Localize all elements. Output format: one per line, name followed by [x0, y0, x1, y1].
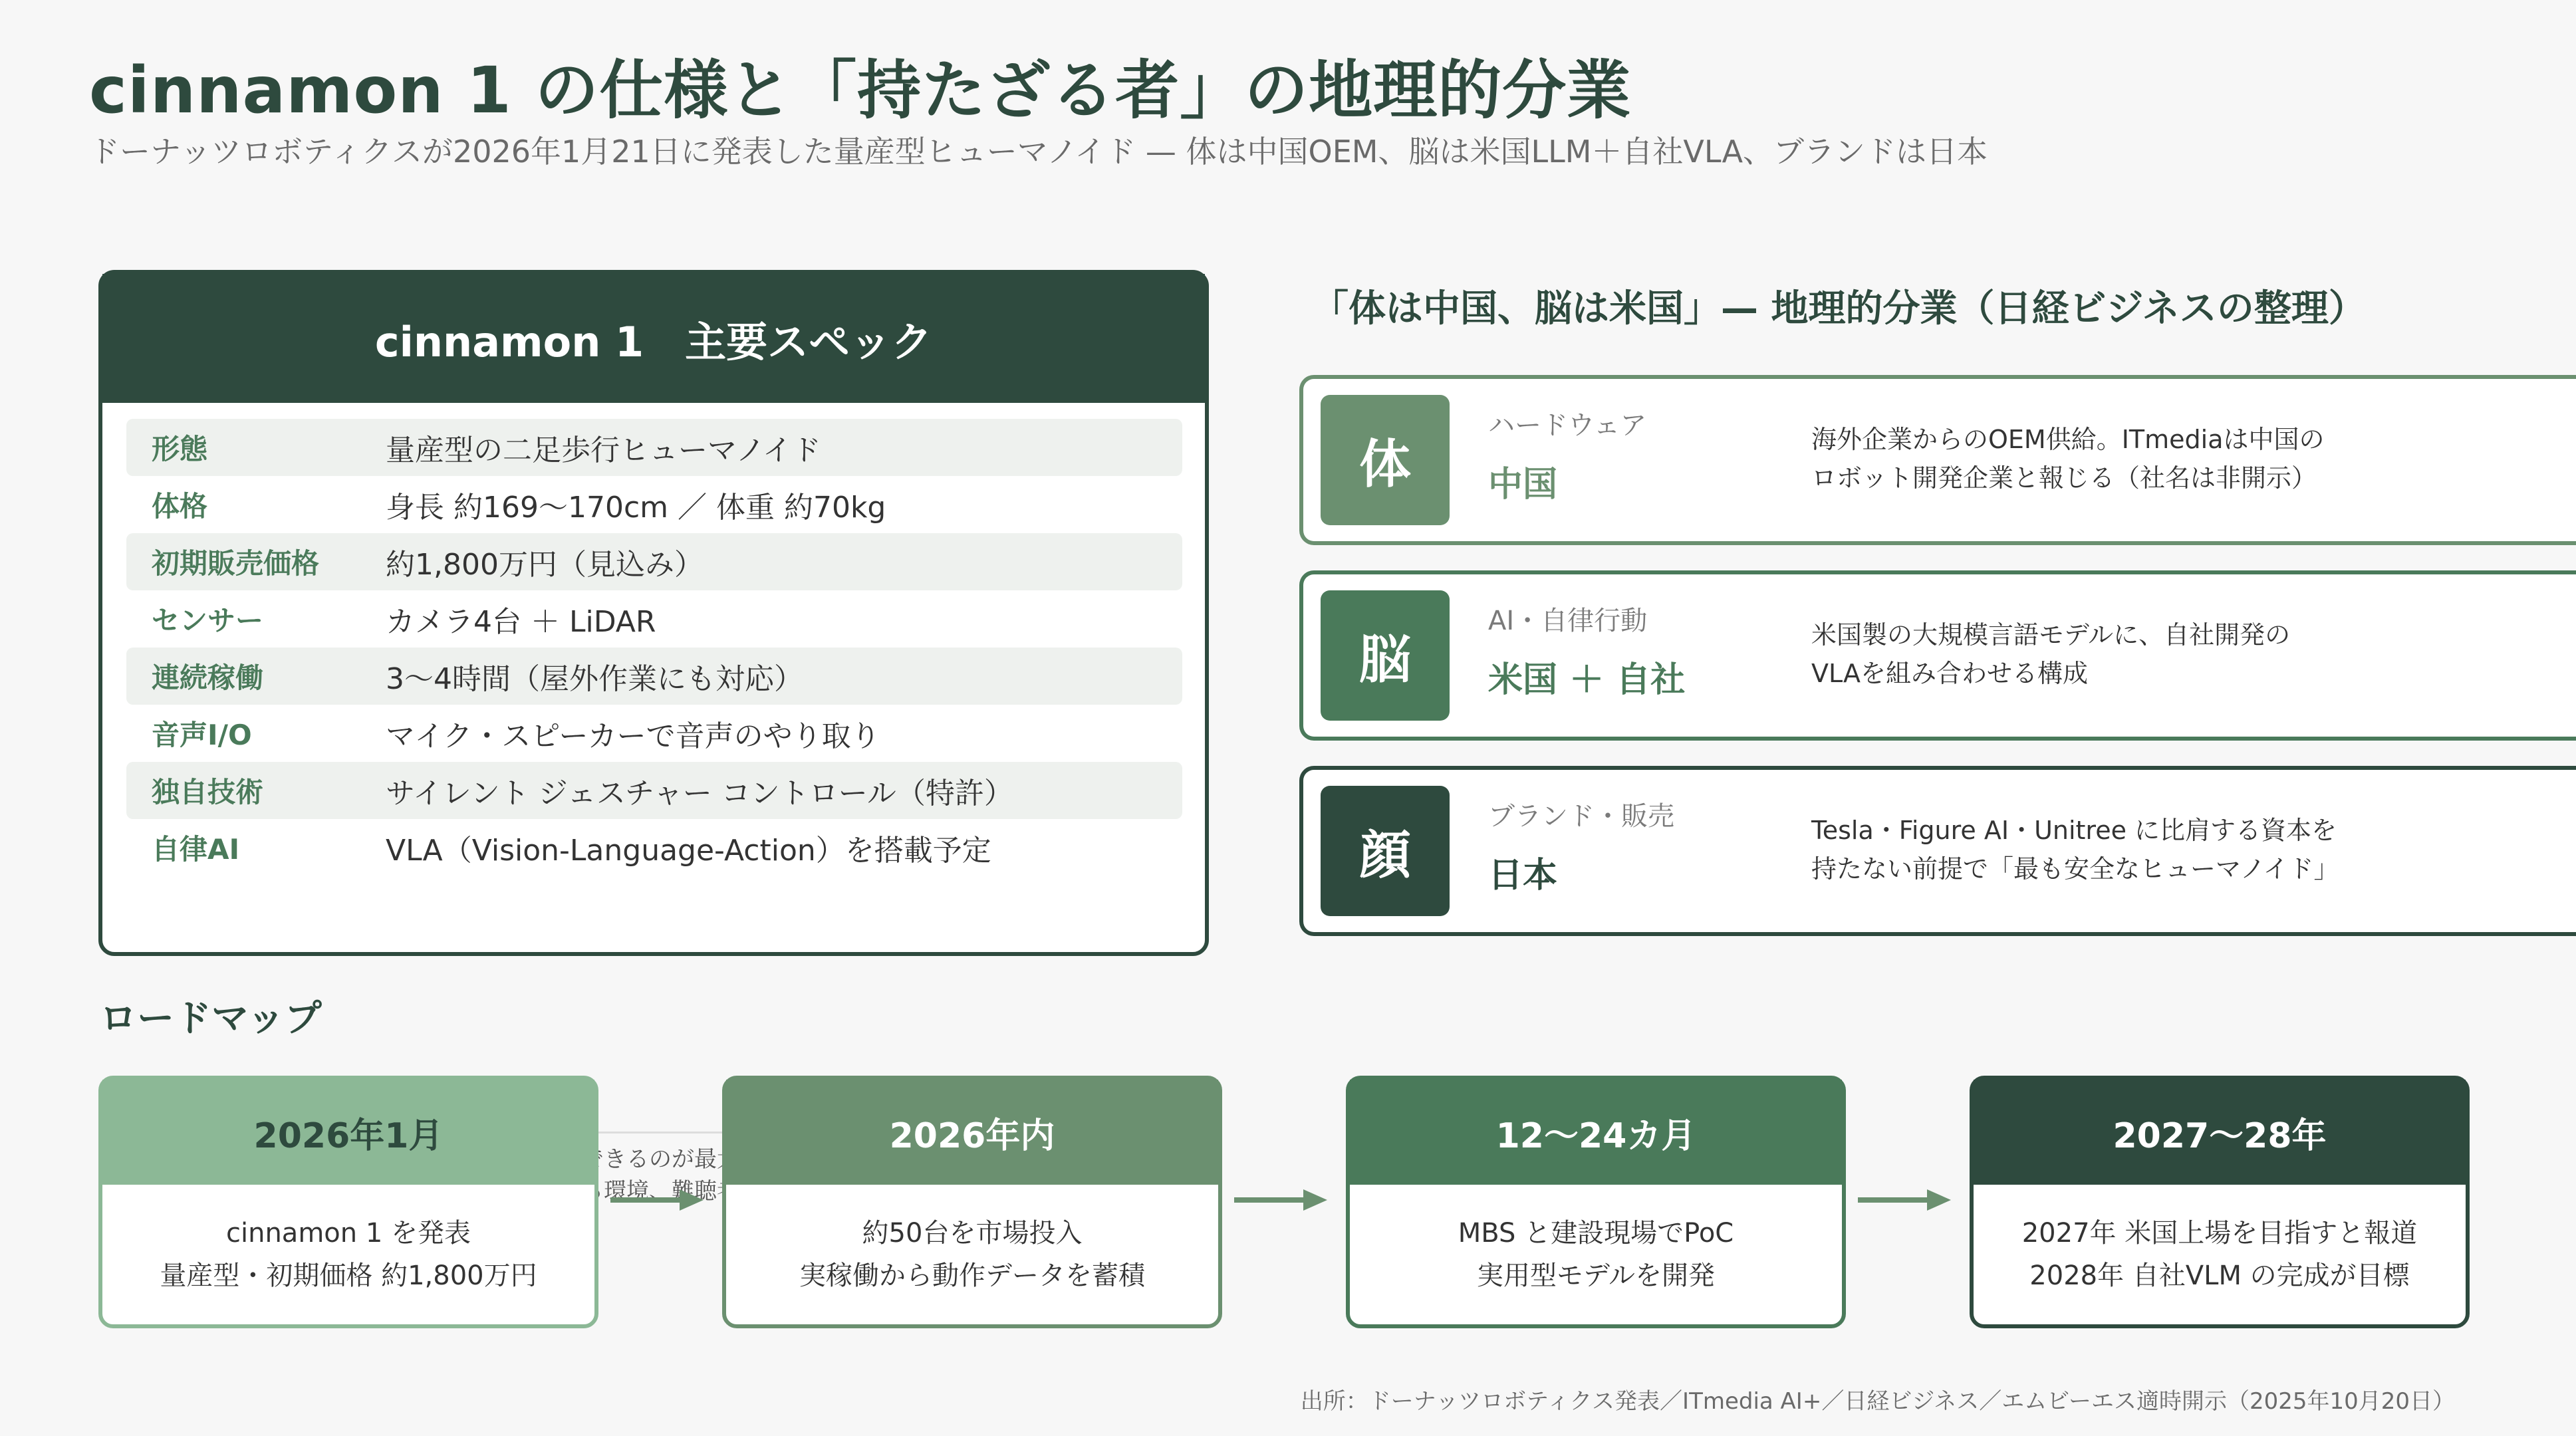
- division-desc-line: 米国製の大規模言語モデルに、自社開発の: [1811, 620, 2291, 650]
- spec-value: 量産型の二足歩行ヒューマノイド: [386, 433, 821, 467]
- roadmap-step: [722, 1076, 1222, 1328]
- spec-key: 初期販売価格: [152, 547, 320, 580]
- source-footer: 出所：ドーナッツロボティクス発表／ITmedia AI+／日経ビジネス／エムビーエス適時開示（2025年10月20日）: [1300, 1388, 2455, 1415]
- division-badge: 脳: [1321, 590, 1450, 721]
- division-category: ブランド・販売: [1488, 801, 1674, 832]
- division-place: 中国: [1488, 465, 1558, 505]
- division-desc-line: VLAを組み合わせる構成: [1811, 659, 2089, 688]
- arrow-right-icon: [610, 1187, 704, 1213]
- spec-row: [126, 648, 1182, 705]
- roadmap-line: 2027年 米国上場を目指すと報道: [2021, 1218, 2418, 1249]
- spec-value: マイク・スピーカーで音声のやり取り: [386, 719, 880, 753]
- roadmap-step: [98, 1076, 598, 1328]
- roadmap-body: [1974, 1185, 2466, 1324]
- division-badge: 体: [1321, 395, 1450, 525]
- spec-key: センサー: [152, 604, 264, 637]
- arrow-right-icon: [1858, 1187, 1951, 1213]
- spec-value: サイレント ジェスチャー コントロール（特許）: [386, 777, 1013, 810]
- spec-row: [126, 762, 1182, 819]
- roadmap-period: 2027〜28年: [1974, 1080, 2466, 1185]
- division-card-face: [1299, 766, 2576, 936]
- division-category: ハードウェア: [1488, 410, 1647, 441]
- roadmap-line: MBS と建設現場でPoC: [1458, 1218, 1734, 1249]
- spec-row: [126, 590, 1182, 648]
- roadmap-title: ロードマップ: [100, 997, 322, 1040]
- roadmap-line: 約50台を市場投入: [862, 1218, 1083, 1249]
- spec-key: 音声I/O: [152, 719, 252, 751]
- roadmap-line: 量産型・初期価格 約1,800万円: [160, 1260, 537, 1291]
- division-desc-line: ロボット開発企業と報じる（社名は非開示）: [1811, 463, 2317, 493]
- division-card-brain: [1299, 570, 2576, 741]
- roadmap-period: 2026年内: [726, 1080, 1218, 1185]
- division-place: 日本: [1488, 856, 1558, 896]
- spec-key: 自律AI: [152, 833, 240, 866]
- roadmap-period: 12〜24カ月: [1350, 1080, 1842, 1185]
- spec-card: [98, 270, 1209, 956]
- spec-row: [126, 419, 1182, 476]
- spec-table: [126, 419, 1182, 876]
- page-title: cinnamon 1 の仕様と「持たざる者」の地理的分業: [89, 53, 1632, 128]
- division-card-body: [1299, 375, 2576, 545]
- division-desc-line: 持たない前提で「最も安全なヒューマノイド」: [1811, 854, 2339, 884]
- page-subtitle: ドーナッツロボティクスが2026年1月21日に発表した量産型ヒューマノイド — 体は中国OEM、脳は米国LLM＋自社VLA、ブランドは日本: [89, 134, 1988, 170]
- spec-value: 約1,800万円（見込み）: [386, 548, 704, 582]
- roadmap-period: 2026年1月: [102, 1080, 594, 1185]
- arrow-right-icon: [1234, 1187, 1327, 1213]
- roadmap-line: cinnamon 1 を発表: [226, 1218, 471, 1249]
- spec-value: 身長 約169〜170cm ／ 体重 約70kg: [386, 491, 886, 525]
- spec-header: cinnamon 1 主要スペック: [102, 274, 1205, 403]
- division-desc: [1811, 811, 2339, 888]
- division-place: 米国 ＋ 自社: [1488, 660, 1686, 700]
- spec-value: カメラ4台 ＋ LiDAR: [386, 605, 656, 639]
- division-category: AI・自律行動: [1488, 606, 1648, 636]
- division-desc-line: 海外企業からのOEM供給。ITmediaは中国の: [1811, 425, 2325, 454]
- spec-row: [126, 705, 1182, 762]
- spec-row: [126, 476, 1182, 533]
- roadmap-step: [1346, 1076, 1846, 1328]
- roadmap-body: [1350, 1185, 1842, 1324]
- roadmap-line: 2028年 自社VLM の完成が目標: [2029, 1260, 2410, 1291]
- roadmap-body: [102, 1185, 594, 1324]
- division-title: 「体は中国、脳は米国」— 地理的分業（日経ビジネスの整理）: [1311, 287, 2366, 330]
- roadmap-step: [1970, 1076, 2470, 1328]
- spec-key: 体格: [152, 490, 208, 523]
- spec-value: VLA（Vision-Language-Action）を搭載予定: [386, 834, 991, 868]
- spec-key: 連続稼働: [152, 661, 264, 694]
- spec-key: 独自技術: [152, 776, 264, 808]
- division-desc: [1811, 616, 2290, 693]
- division-badge: 顔: [1321, 786, 1450, 916]
- spec-key: 形態: [152, 433, 208, 465]
- spec-value: 3〜4時間（屋外作業にも対応）: [386, 662, 803, 696]
- division-desc-line: Tesla・Figure AI・Unitree に比肩する資本を: [1811, 816, 2337, 845]
- spec-row: [126, 533, 1182, 590]
- roadmap-line: 実稼働から動作データを蓄積: [799, 1260, 1145, 1291]
- division-desc: [1811, 420, 2325, 497]
- roadmap-body: [726, 1185, 1218, 1324]
- spec-row: [126, 819, 1182, 876]
- roadmap-line: 実用型モデルを開発: [1477, 1260, 1715, 1291]
